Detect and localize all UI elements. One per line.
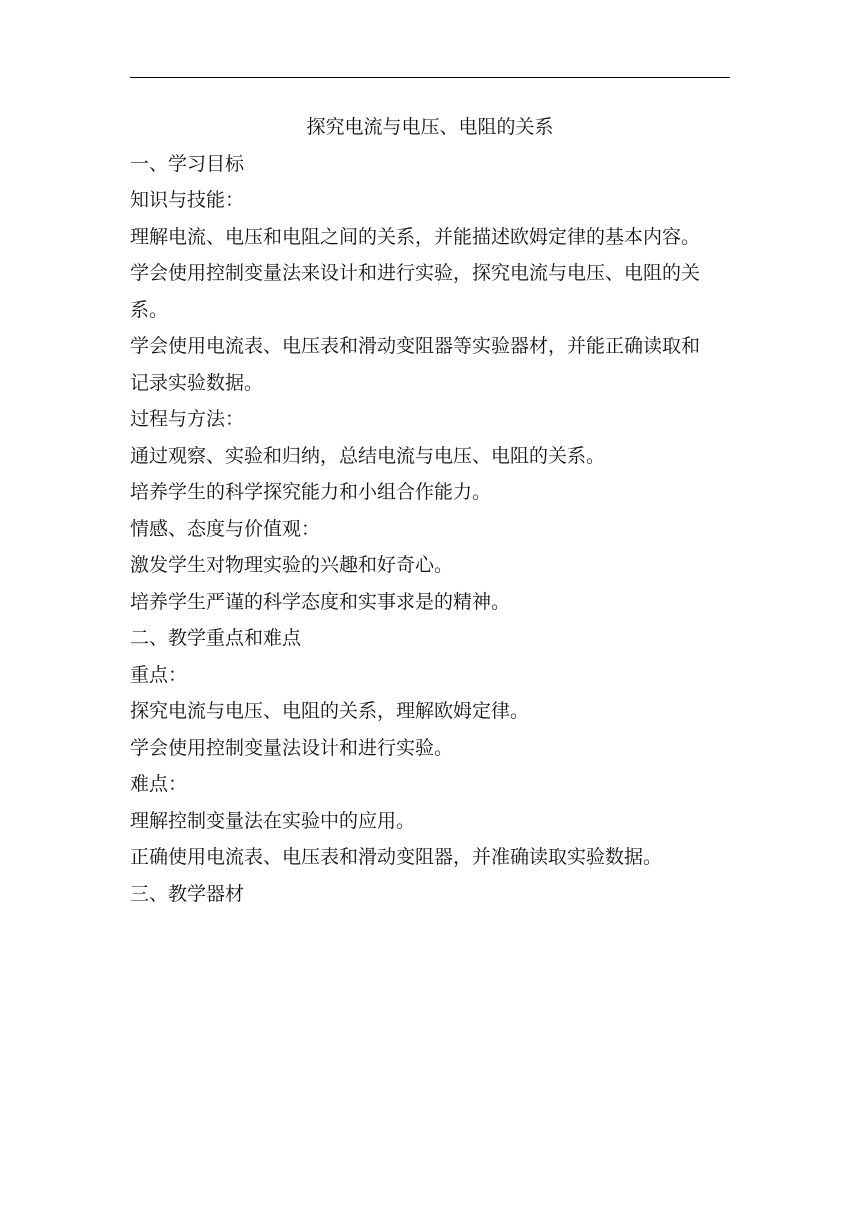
paragraph-line: 通过观察、实验和归纳，总结电流与电压、电阻的关系。 (130, 444, 606, 467)
subheading-knowledge-skills: 知识与技能： (130, 189, 245, 211)
paragraph-line: 探究电流与电压、电阻的关系，理解欧姆定律。 (130, 700, 530, 722)
section-heading-learning-goals: 一、学习目标 (130, 152, 245, 175)
header-rule (130, 77, 730, 78)
subheading-process-methods: 过程与方法： (130, 408, 245, 430)
subheading-attitudes-values: 情感、态度与价值观： (130, 517, 321, 540)
paragraph-line: 学会使用控制变量法设计和进行实验。 (130, 736, 454, 759)
paragraph-line: 学会使用控制变量法来设计和进行实验，探究电流与电压、电阻的关 (130, 262, 701, 284)
document-body (130, 109, 730, 912)
paragraph-line: 培养学生严谨的科学态度和实事求是的精神。 (130, 590, 511, 613)
paragraph-line: 培养学生的科学探究能力和小组合作能力。 (130, 481, 492, 503)
paragraph-line: 理解电流、电压和电阻之间的关系，并能描述欧姆定律的基本内容。 (130, 225, 701, 248)
paragraph-line: 记录实验数据。 (130, 371, 264, 394)
paragraph-line: 系。 (130, 298, 169, 321)
paragraph-line: 正确使用电流表、电压表和滑动变阻器，并准确读取实验数据。 (130, 846, 663, 868)
document-title: 探究电流与电压、电阻的关系 (306, 116, 554, 138)
section-heading-key-points: 二、教学重点和难点 (130, 627, 302, 649)
paragraph-line: 激发学生对物理实验的兴趣和好奇心。 (130, 554, 454, 576)
paragraph-line: 理解控制变量法在实验中的应用。 (130, 809, 416, 832)
subheading-difficulties: 难点： (130, 773, 188, 795)
section-heading-equipment: 三、教学器材 (130, 882, 245, 905)
paragraph-line: 学会使用电流表、电压表和滑动变阻器等实验器材，并能正确读取和 (130, 335, 701, 357)
subheading-key-points: 重点： (130, 663, 188, 686)
